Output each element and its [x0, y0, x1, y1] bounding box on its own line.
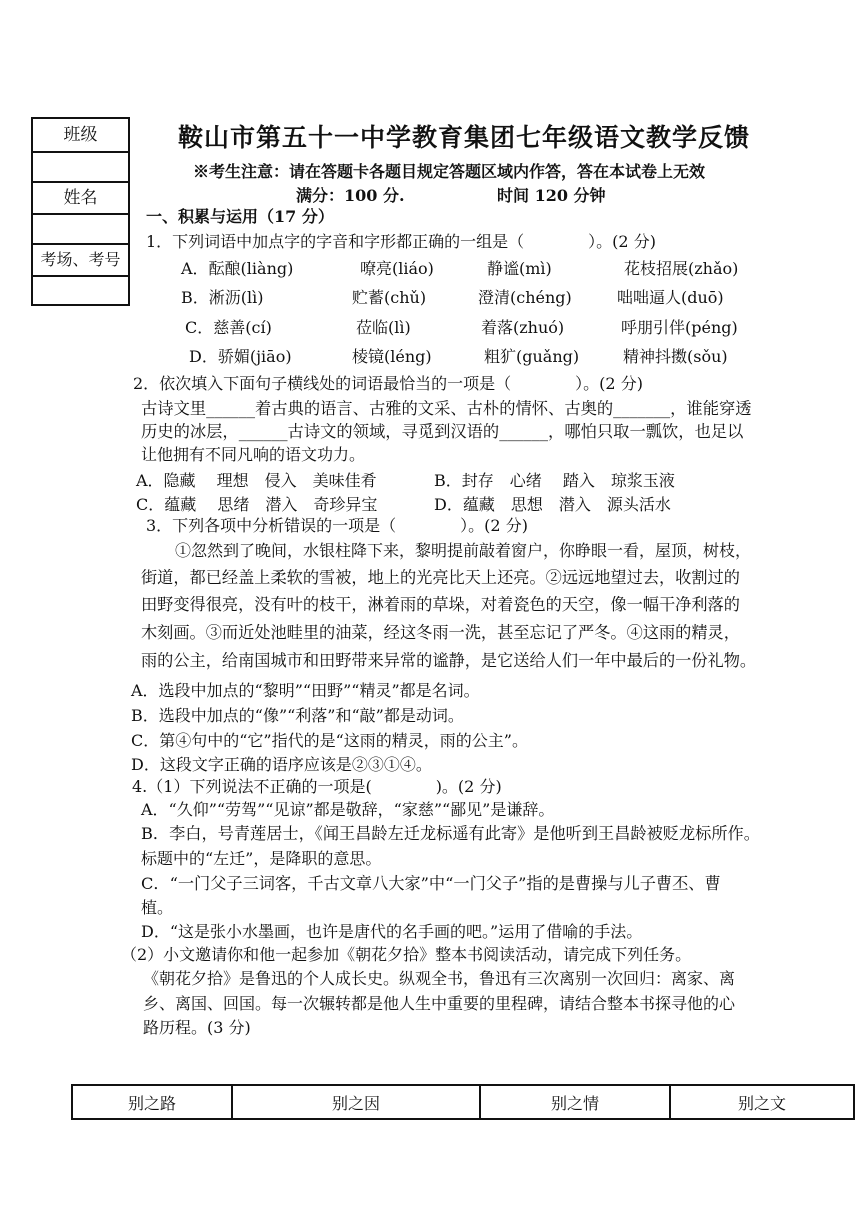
q1-option-d2: 棱镜(léng) [352, 347, 432, 366]
q1-option-b4: 咄咄逼人(duō) [617, 288, 724, 307]
q3-passage-line-1: ①忽然到了晚间，水银柱降下来，黎明提前敲着窗户，你睁眼一看，屋顶，树枝， [175, 541, 752, 560]
q3-passage-line-2: 街道，都已经盖上柔软的雪被，地上的光亮比天上还亮。②远远地望过去，收割过的 [141, 568, 740, 587]
notice: ※考生注意：请在答题卡各题目规定答题区域内作答，答在本试卷上无效 [193, 162, 706, 181]
q4-option-c-line-2: 植。 [141, 898, 174, 917]
class-label: 班级 [33, 119, 128, 153]
name-label: 姓名 [33, 183, 128, 215]
q3-stem: 3．下列各项中分析错误的一项是（ ）。(2 分) [146, 516, 528, 535]
q3-option-a: A．选段中加点的“黎明”“田野”“精灵”都是名词。 [131, 681, 480, 700]
q4-option-d: D．“这是张小水墨画，也许是唐代的名手画的吧。”运用了借喻的手法。 [141, 922, 643, 941]
q3-passage-line-3: 田野变得很亮，没有叶的枝干，淋着雨的草垛，对着瓷色的天空，像一幅干净利落的 [141, 595, 740, 614]
table-header-road: 别之路 [73, 1086, 233, 1118]
q1-option-a2: 嘹亮(liáo) [360, 259, 434, 278]
q2-text-line-3: 让他拥有不同凡响的语文功力。 [141, 445, 366, 464]
q3-passage-line-4: 木刻画。③而近处池畦里的油菜，经这冬雨一洗，甚至忘记了严冬。④这雨的精灵， [141, 623, 740, 642]
section-heading: 一、积累与运用（17 分） [146, 207, 334, 226]
q1-option-c4: 呼朋引伴(péng) [621, 318, 738, 337]
q1-option-b3: 澄清(chéng) [478, 288, 572, 307]
q4-sub2-line-1: 《朝花夕拾》是鲁迅的个人成长史。纵观全书，鲁迅有三次离别一次回归：离家、离 [143, 969, 736, 988]
q4-option-c-line-1: C．“一门父子三词客，千古文章八大家”中“一门父子”指的是曹操与儿子曹丕、曹 [141, 874, 721, 893]
q4-sub2-line-3: 路历程。(3 分) [143, 1018, 251, 1037]
time-info: 时间 120 分钟 [497, 186, 606, 205]
score-info: 满分：100 分. [296, 186, 405, 205]
q1-option-b1: B．淅沥(lì) [181, 288, 264, 307]
answer-table-header [71, 1084, 855, 1120]
q2-option-a: A．隐藏 理想 侵入 美味佳肴 [136, 471, 377, 490]
q1-option-c2: 莅临(lì) [356, 318, 411, 337]
q2-stem: 2．依次填入下面句子横线处的词语最恰当的一项是（ ）。(2 分) [133, 374, 643, 393]
q1-stem: 1．下列词语中加点字的字音和字形都正确的一组是（ ）。(2 分) [146, 232, 656, 251]
q2-option-c: C．蕴藏 思绪 潜入 奇珍异宝 [136, 495, 378, 514]
table-header-writing: 别之文 [737, 1093, 786, 1113]
q4-sub2-stem: （2）小文邀请你和他一起参加《朝花夕拾》整本书阅读活动，请完成下列任务。 [121, 945, 692, 964]
q2-text-line-1: 古诗文里______着古典的语言、古雅的文采、古朴的情怀、古奥的_______，谁能穿透 [141, 399, 752, 418]
q1-option-a3: 静谧(mì) [487, 259, 552, 278]
q2-option-d: D．蕴藏 思想 潜入 源头活水 [434, 495, 671, 514]
q1-option-a1: A．酝酿(liàng) [181, 259, 294, 278]
q3-option-c: C．第④句中的“它”指代的是“这雨的精灵，雨的公主”。 [131, 731, 528, 750]
q4-option-b-line-2: 标题中的“左迁”，是降职的意思。 [141, 849, 382, 868]
exam-room-label: 考场、考号 [33, 245, 128, 277]
table-header-cause: 别之因 [233, 1086, 481, 1118]
name-field[interactable] [33, 215, 128, 245]
q3-passage-line-5: 雨的公主，给南国城市和田野带来异常的谧静，是它送给人们一年中最后的一份礼物。 [141, 651, 757, 670]
q3-option-d: D．这段文字正确的语序应该是②③①④。 [131, 755, 432, 774]
class-field[interactable] [33, 153, 128, 183]
exam-room-field[interactable] [33, 277, 128, 304]
student-info-box [31, 117, 130, 306]
q4-sub2-line-2: 乡、离国、回国。每一次辗转都是他人生中重要的里程碑，请结合整本书探寻他的心 [143, 994, 736, 1013]
q2-text-line-2: 历史的冰层，______古诗文的领域，寻觅到汉语的______，哪怕只取一瓢饮，也足以 [141, 422, 744, 441]
q3-option-b: B．选段中加点的“像”“利落”和“敲”都是动词。 [131, 706, 464, 725]
q4-option-b-line-1: B．李白，号青莲居士，《闻王昌龄左迁龙标遥有此寄》是他听到王昌龄被贬龙标所作。 [141, 824, 760, 843]
q1-option-a4: 花枝招展(zhǎo) [624, 259, 739, 278]
q1-option-d4: 精神抖擞(sǒu) [623, 347, 728, 366]
page-title: 鞍山市第五十一中学教育集团七年级语文教学反馈 [178, 123, 751, 152]
q1-option-d3: 粗犷(guǎng) [484, 347, 580, 366]
q1-option-b2: 贮蓄(chǔ) [352, 288, 427, 307]
q4-option-a: A．“久仰”“劳驾”“见谅”都是敬辞，“家慈”“鄙见”是谦辞。 [141, 800, 555, 819]
q4-stem: 4.（1）下列说法不正确的一项是( )。(2 分) [132, 777, 502, 796]
q1-option-c3: 着落(zhuó) [481, 318, 565, 337]
table-header-feeling: 别之情 [481, 1086, 671, 1118]
q2-option-b: B．封存 心绪 踏入 琼浆玉液 [434, 471, 675, 490]
q1-option-d1: D．骄媚(jiāo) [189, 347, 292, 366]
q1-option-c1: C．慈善(cí) [185, 318, 272, 337]
